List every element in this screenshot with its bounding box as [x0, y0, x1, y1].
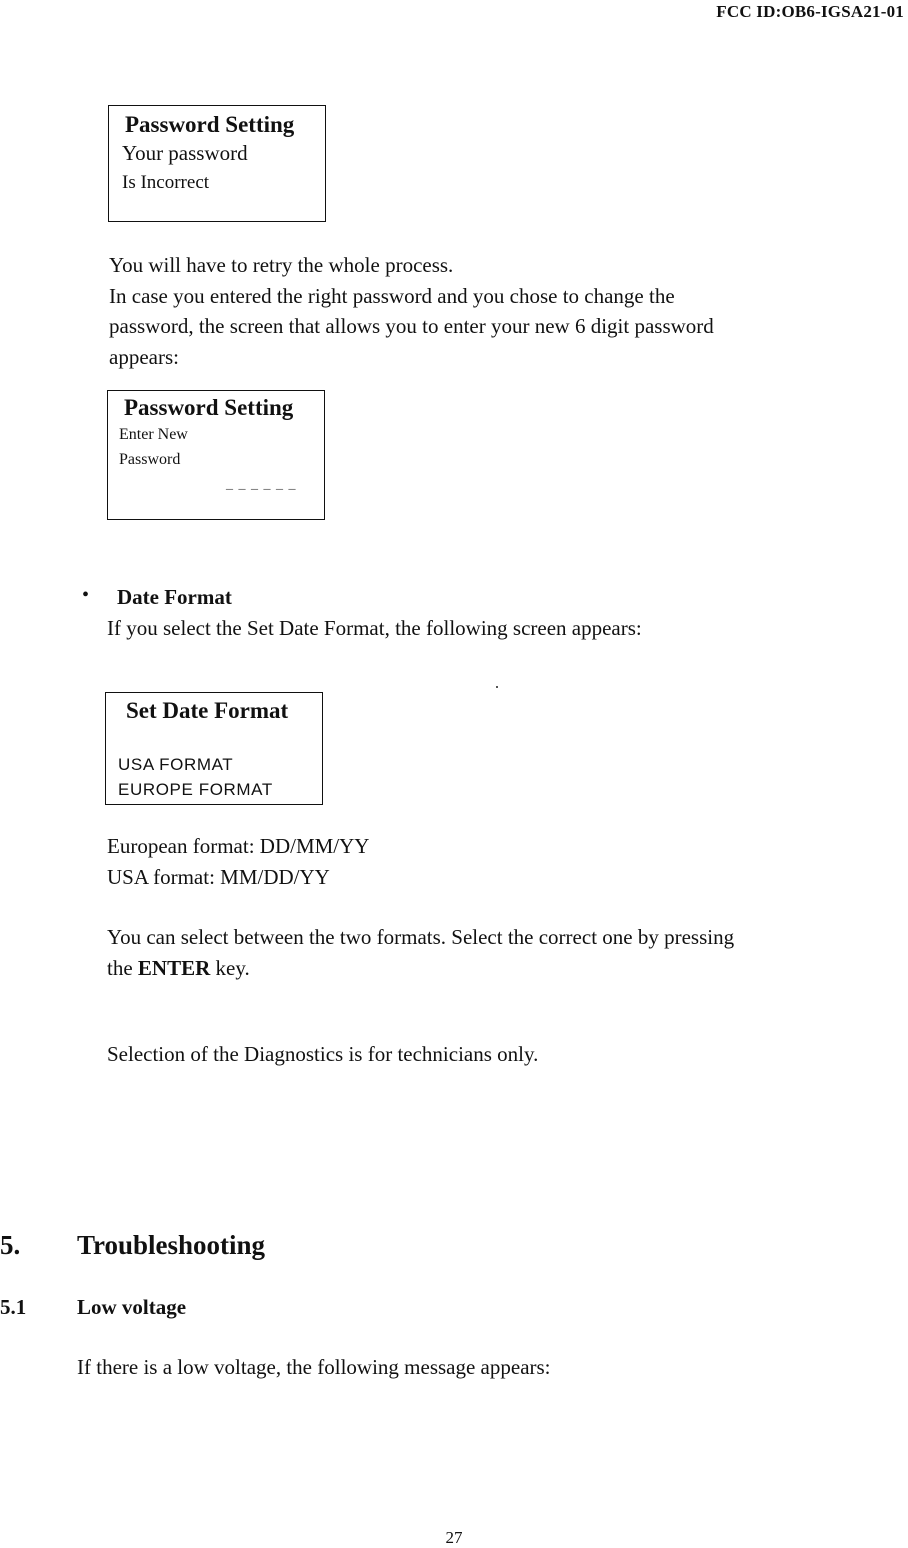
date-format-intro: If you select the Set Date Format, the following screen appears:: [107, 616, 642, 640]
set-date-format-screen: [105, 692, 323, 805]
fcc-id-header: FCC ID:OB6-IGSA21-01: [716, 2, 904, 21]
bullet-icon: •: [82, 584, 90, 606]
option-usa-format[interactable]: USA FORMAT: [118, 755, 234, 774]
screen-line: Is Incorrect: [122, 172, 210, 193]
paragraph-line: In case you entered the right password and you chose to change the: [109, 283, 675, 308]
select-format-paragraph: [107, 922, 734, 983]
subsection-title: Low voltage: [77, 1295, 187, 1319]
paragraph-line: the ENTER key.: [107, 955, 250, 980]
paragraph-line: password, the screen that allows you to enter your new 6 digit password: [109, 314, 714, 338]
paragraph-line: appears:: [109, 344, 179, 369]
section-number: 5.: [0, 1230, 21, 1260]
password-input-mask: _ _ _ _ _ _: [226, 477, 297, 492]
usa-format-text: USA format: MM/DD/YY: [107, 864, 330, 889]
paragraph-line: You can select between the two formats. Select the correct one by pressing: [107, 925, 735, 949]
retry-paragraph: [109, 250, 714, 372]
password-incorrect-screen: [108, 105, 326, 222]
enter-new-password-screen: [107, 390, 325, 520]
diagnostics-note: Selection of the Diagnostics is for technicians only.: [107, 1042, 539, 1066]
paragraph-line: You will have to retry the whole process.: [109, 253, 454, 277]
low-voltage-text: If there is a low voltage, the following message appears:: [77, 1355, 551, 1379]
page-number: 27: [445, 1528, 463, 1547]
subsection-number: 5.1: [0, 1295, 27, 1319]
screen-title: Set Date Format: [126, 698, 289, 723]
section-title: Troubleshooting: [77, 1230, 266, 1260]
date-format-heading: Date Format: [117, 585, 232, 609]
european-format-text: European format: DD/MM/YY: [107, 834, 370, 858]
scan-speck: [496, 686, 498, 688]
screen-line: Password: [119, 451, 181, 468]
option-europe-format[interactable]: EUROPE FORMAT: [118, 780, 273, 799]
screen-line: Your password: [122, 141, 248, 165]
screen-line: Enter New: [119, 426, 188, 443]
screen-title: Password Setting: [124, 395, 294, 420]
format-descriptions: [107, 831, 369, 892]
screen-title: Password Setting: [125, 112, 295, 137]
enter-key-label: ENTER: [137, 955, 211, 980]
